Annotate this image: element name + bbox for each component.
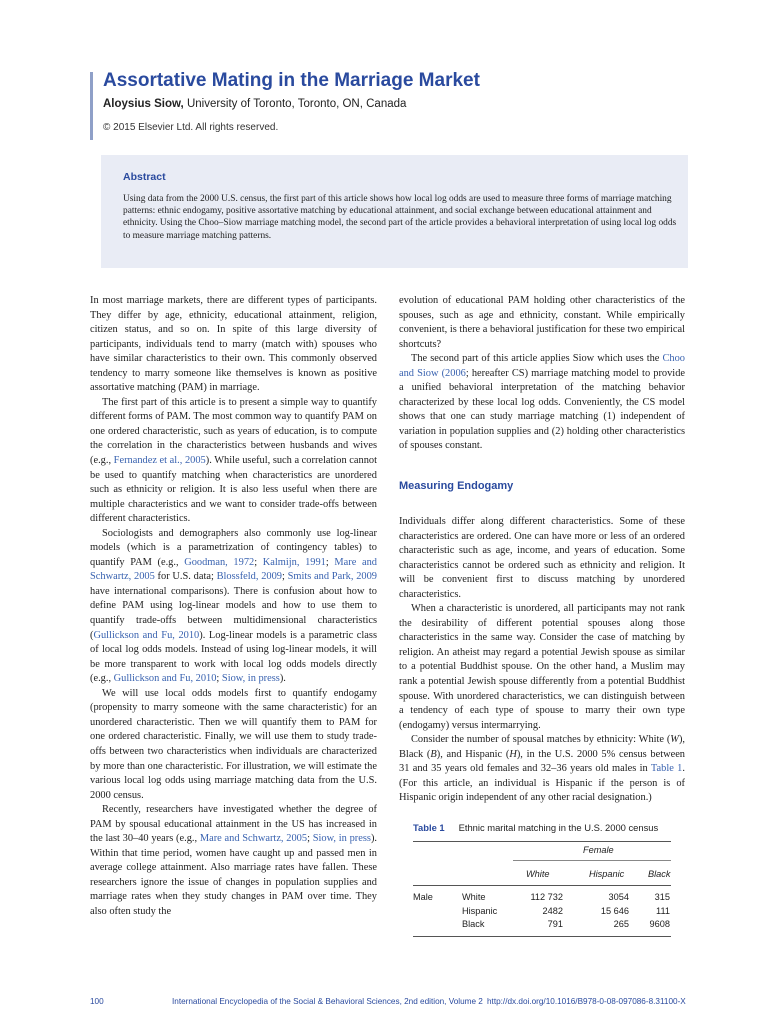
table-cell: 315: [654, 892, 670, 902]
table-cell: 3054: [608, 892, 629, 902]
table-col-header: White: [526, 869, 550, 879]
citation-link[interactable]: Mare and Schwartz, 2005: [90, 556, 377, 583]
table-caption: [413, 822, 658, 833]
paragraph: evolution of educational PAM holding other characteristics of the spouses, such as age and ethnicity, constant. While empirically convenient, is there a behavioral justification for these two empirical shortcuts?: [399, 295, 685, 350]
table-row-label: White: [462, 892, 486, 902]
table-col-header: Hispanic: [589, 869, 625, 879]
table-cell: 15 646: [600, 906, 629, 916]
table-cell: 265: [613, 919, 629, 929]
left-column: [90, 294, 377, 920]
citation-link[interactable]: Kalmijn, 1991: [262, 556, 326, 568]
table-cell: 791: [547, 919, 563, 929]
paragraph: When a characteristic is unordered, all participants may not rank the desirability of different potential spouses along those characteristics in the same way. Consider the case of matching by religion. An atheist may regard a potential Jewish spouse as similar to a potential Buddhist spouse. On the other hand, a Muslim may rank a potential Jewish spouse differently from a potential Buddhist spouse. With unordered characteristics, we can distinguish between a tendency of each type of spouse to marry their own type (endogamy) versus intermarrying.: [399, 603, 685, 731]
citation-link[interactable]: Gullickson and Fu, 2010: [93, 629, 200, 641]
table-col-group-header: Female: [583, 845, 614, 855]
table-reference-link[interactable]: Table 1: [650, 763, 683, 775]
abstract-text: Using data from the 2000 U.S. census, the first part of this article shows how local log odds are used to measure three forms of marriage matching patterns: ethnic endogamy, positive assortative matching by educational attainment, and social exchange between educational attainment and ethnicity. Using the Choo–Siow marriage matching model, the second part of the article provides a behavioral interpretation of using local log odds to measure marriage matching patterns.: [123, 194, 677, 241]
author-affiliation: University of Toronto, Toronto, ON, Canada: [186, 98, 407, 110]
paragraph: We will use local odds models first to quantify endogamy (propensity to marry someone with the same characteristic) for an unordered characteristic. Then we will quantify them to PAM for one ordered characteristic. Finally, we will use them to study trade-offs between two characteristics when individuals are characterized by more than one characteristic. For illustration, we will estimate the various local log odds using marriage matching data from the U.S. 2000 census.: [90, 687, 377, 801]
abstract-heading: Abstract: [123, 171, 166, 183]
right-column-top: [399, 294, 685, 454]
citation-link[interactable]: Siow, in press: [312, 833, 371, 845]
paragraph: Sociologists and demographers also commonly use log-linear models (which is a parametrization of contingency tables) to quantify PAM (e.g., Goodman, 1972; Kalmijn, 1991; Mare and Schwartz, 2005 for U.S. data; Blossfeld, 2009; Smits and Park, 2009 have international comparisons). There is confusion about how to define PAM using log-linear models and how to use them to quantify trade-offs between multidimensional characteristics (Gullickson and Fu, 2010). Log-linear models is a parametric class of local log odds models. Instead of using log-linear models, it will be more transparent to work with local log odds models directly (e.g., Gullickson and Fu, 2010; Siow, in press).: [90, 527, 378, 685]
title-accent-bar: [90, 72, 93, 140]
table-cell: 9608: [649, 919, 670, 929]
citation-link[interactable]: Goodman, 1972: [184, 556, 255, 568]
table-row-label: Black: [462, 919, 485, 929]
table-cell: 111: [656, 906, 670, 916]
table-col-header: Black: [648, 869, 671, 879]
table-group-rule: [513, 860, 671, 861]
paragraph: The first part of this article is to present a simple way to quantify different forms of PAM. The most common way to quantify PAM on one ordered characteristic, such as years of education, is to compute the correlation in the characteristics between husbands and wives (e.g., Fernandez et al., 2005). While useful, such a correlation cannot be used to quantify matching when characteristics are unordered such as ethnicity or religion. It is also less useful when there are multiple characteristics and we want to consider trade-offs between different characteristics.: [90, 396, 377, 525]
paragraph: Recently, researchers have investigated whether the degree of PAM by spousal educational attainment in the US has increased in the last 30–40 years (e.g., Mare and Schwartz, 2005; Siow, in press). Within that time period, women have caught up and passed men in average college attainment. Also marriage rates have fallen. These researchers ignore the issue of changes in population supplies and marriage rates when they study changes in PAM over time. They also often study the: [90, 804, 377, 917]
table-cell: 112 732: [530, 892, 563, 902]
table-number: Table 1: [413, 822, 445, 833]
author-name: Aloysius Siow,: [103, 98, 184, 110]
journal-footer: International Encyclopedia of the Social & Behavioral Sciences, 2nd edition, Volume 2: [172, 997, 483, 1006]
citation-link[interactable]: Blossfeld, 2009: [216, 571, 282, 583]
citation-link[interactable]: Choo and Siow (2006: [399, 353, 685, 379]
copyright-notice: © 2015 Elsevier Ltd. All rights reserved.: [103, 122, 279, 133]
table-row-group-label: Male: [413, 892, 433, 902]
paragraph: Individuals differ along different characteristics. Some of these characteristics are ordered. One can have more or less of an ordered characteristic such as age, income, and years of education. Some characteristics cannot be ordered such as ethnicity and religion. It will be convenient first to discuss matching by unordered characteristics.: [399, 516, 685, 600]
right-column-body: [399, 515, 685, 806]
page-number: 100: [90, 997, 104, 1006]
table-row-label: Hispanic: [462, 906, 498, 916]
citation-link[interactable]: Siow, in press: [221, 673, 280, 685]
paragraph: The second part of this article applies Siow which uses the Choo and Siow (2006; hereafter CS) marriage matching model to provide a unified behavioral interpretation of the matching behavior characterized by these local log odds. Conveniently, the CS model shows that one can study marriage matching (1) independent of variation in population supplies and (2) holding other characteristics of spouses constant.: [399, 353, 685, 452]
table-bottom-rule: [413, 936, 671, 937]
citation-link[interactable]: Fernandez et al., 2005: [113, 455, 206, 467]
paragraph: Consider the number of spousal matches by ethnicity: White (W), Black (B), and Hispanic (H), in the U.S. 2000 5% census between 31 and 35 years old females and 32–36 years old males in Table 1. (For this article, an individual is Hispanic if the person is of Hispanic origin independent of any other racial designation.): [399, 734, 686, 804]
table-top-rule: [413, 841, 671, 842]
citation-link[interactable]: Smits and Park, 2009: [287, 571, 377, 583]
table-title: Ethnic marital matching in the U.S. 2000 census: [458, 822, 659, 833]
citation-link[interactable]: Gullickson and Fu, 2010: [113, 673, 217, 685]
citation-link[interactable]: Mare and Schwartz, 2005: [199, 833, 308, 845]
paragraph: In most marriage markets, there are different types of participants. They differ by age, ethnicity, educational attainment, religion, citizen status, and so on. In spite of this large diversity of participants, individuals tend to marry (match with) spouses who have similar characteristics to their own. This commonly observed tendency to marry someone like themselves is known as positive assortative matching (PAM) in marriage.: [90, 295, 377, 394]
author-line: [103, 98, 406, 110]
table-cell: 2482: [542, 906, 563, 916]
table-header-rule: [413, 885, 671, 886]
article-title: Assortative Mating in the Marriage Market: [103, 70, 480, 91]
section-heading: Measuring Endogamy: [399, 480, 514, 492]
doi-link[interactable]: http://dx.doi.org/10.1016/B978-0-08-097086-8.31100-X: [487, 997, 686, 1006]
